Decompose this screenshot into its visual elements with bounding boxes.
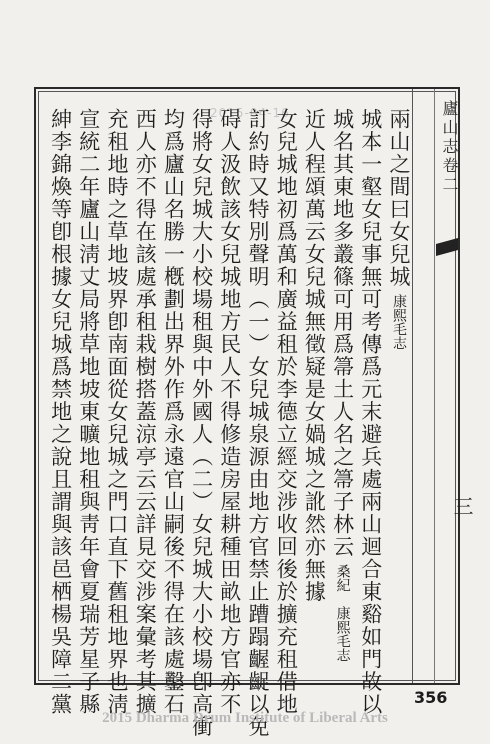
column-main-text: 兩山之間曰女兒城: [387, 108, 411, 288]
date-stamp: 2015-04-16: [210, 106, 290, 120]
column-source-note: 康熙毛志: [391, 294, 407, 350]
text-column: [189, 108, 215, 738]
text-column: [48, 108, 74, 716]
column-main-text: 城名其東地多叢篠可用爲箒土人名之箒子林云: [330, 108, 355, 558]
text-column: [217, 108, 243, 716]
text-column: [358, 108, 384, 716]
text-column: [76, 108, 102, 716]
column-main-text: 宣統二年廬山淸丈局將草地坡東曠地租與靑年會夏瑞芳星子縣: [76, 108, 101, 716]
footer-watermark: 2015 Dharma Drum Institute of Liberal Arts: [102, 710, 388, 726]
page-number: 356: [414, 688, 448, 707]
column-main-text: 均爲廬山名勝一槪劃出界外作爲永遠官山嗣後不得在該處鑿石: [161, 108, 186, 716]
column-source-note: 桑紀 康熙毛志: [334, 564, 351, 662]
column-main-text: 城本一壑女兒事無可考傳爲元末避兵處兩山迴合東谿如門故以: [358, 108, 383, 716]
column-main-text: 近人程頌萬云女兒城無徵疑是女媧城之訛然亦無據: [302, 108, 327, 603]
column-main-text: 西人亦不得在該處承租栽樹搭蓋涼亭云云詳見交涉案彙考其擴: [133, 108, 158, 716]
side-mark: 三: [450, 496, 474, 516]
column-main-text: 訂約時又特別聲明（一）女兒城泉源由地方官禁止蹧蹋齷齪以免: [246, 108, 270, 738]
column-main-text: 女兒城地初爲萬和廣益租於李德立經交涉收回後於擴充租借地: [274, 108, 299, 716]
text-column: [330, 108, 356, 662]
text-column: [245, 108, 271, 738]
text-column: [160, 108, 186, 716]
column-main-text: 碍人汲飲該女兒城地方民人不得修造房屋耕種田畝地方官亦不: [217, 108, 242, 716]
text-column: [386, 108, 412, 350]
column-main-text: 得將女兒城大小校場租與中外國人（二）女兒城大小校場卽高衝: [189, 108, 214, 738]
text-column: [104, 108, 130, 716]
text-column: [273, 108, 299, 716]
header-divider: [434, 89, 435, 683]
text-column: [301, 108, 327, 603]
text-column: [132, 108, 158, 716]
column-main-text: 充租地時之草地坡界卽南面從女兒城之門口直下舊租地界也淸: [105, 108, 129, 716]
fishtail-mark-icon: [436, 236, 458, 258]
column-main-text: 紳李錦煥等卽根據女兒城爲禁地之說且謂與該邑栖楊吳障二黨: [48, 108, 73, 716]
running-title: 廬山志卷二: [440, 100, 459, 195]
